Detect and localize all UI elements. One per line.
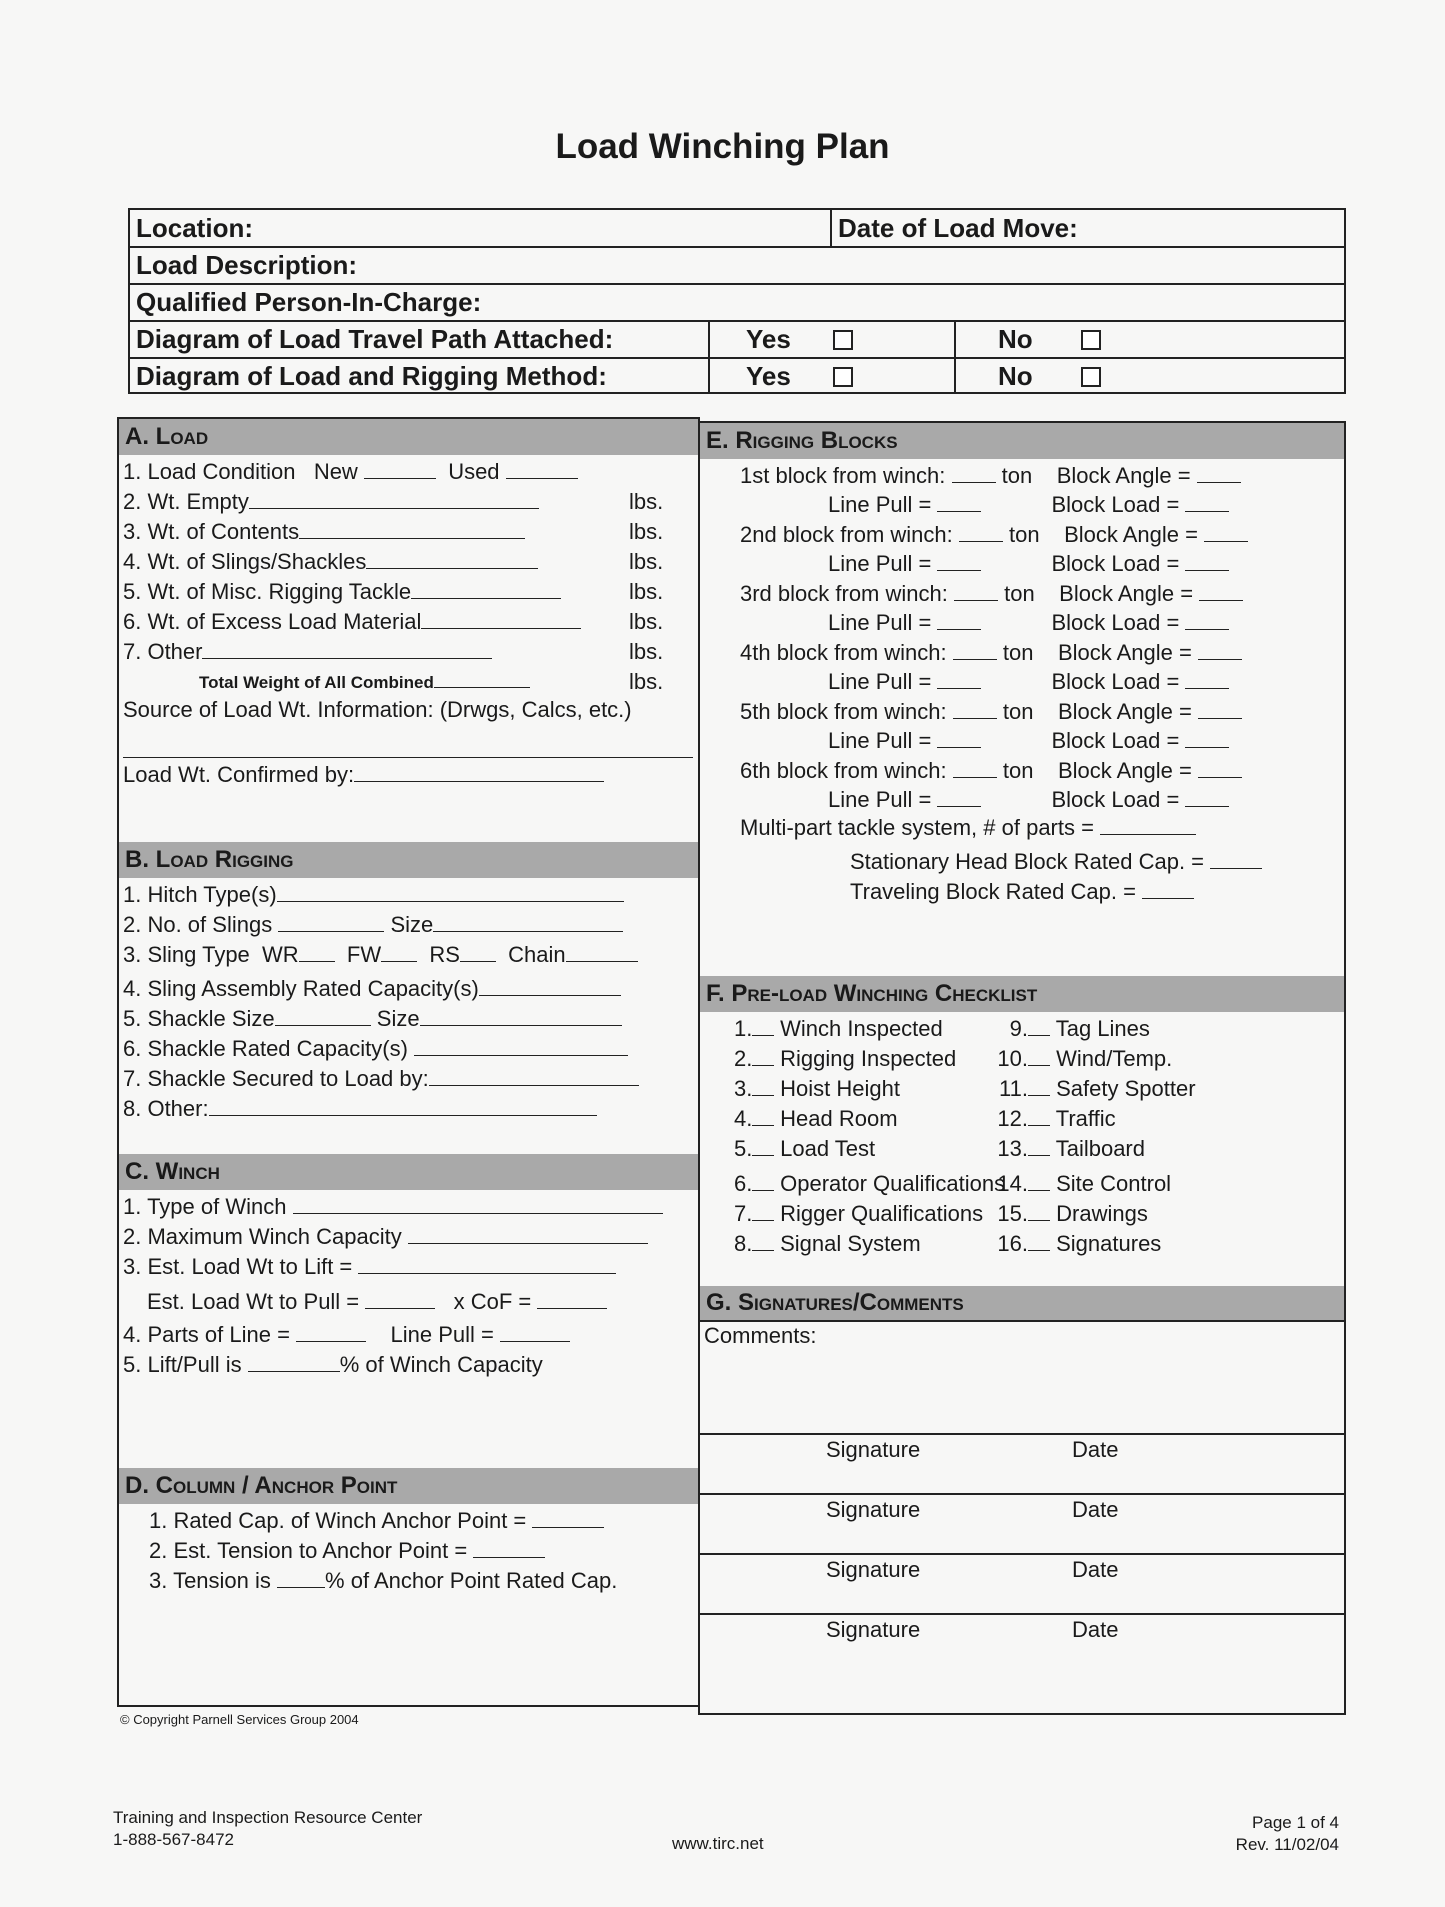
assembly-label: 4. Sling Assembly Rated Capacity(s) <box>123 976 479 1001</box>
multi-part-blank[interactable] <box>1100 816 1196 835</box>
block-ton-blank[interactable] <box>954 582 998 601</box>
block-load-blank[interactable] <box>1185 729 1229 748</box>
qualified-person-label: Qualified Person-In-Charge: <box>136 287 482 317</box>
checklist-blank[interactable] <box>1028 1107 1050 1126</box>
checklist-item <box>996 1076 1196 1102</box>
shackle-rated-line <box>123 1036 628 1062</box>
block-load-blank[interactable] <box>1185 611 1229 630</box>
weight-unit: lbs. <box>629 519 664 544</box>
section-e-heading: E. Rigging Blocks <box>700 423 1344 459</box>
checklist-number: 4. <box>734 1106 753 1131</box>
sling-type-line <box>123 942 638 968</box>
assembly-blank[interactable] <box>479 977 621 996</box>
checklist-item <box>734 1106 898 1132</box>
hitch-blank[interactable] <box>277 883 624 902</box>
rigging-other-line <box>123 1096 597 1122</box>
shackle-size-line <box>123 1006 622 1032</box>
right-column <box>698 421 1346 1715</box>
line-pull-label: Line Pull = <box>828 610 932 635</box>
travel-path-yes-checkbox[interactable] <box>833 330 853 350</box>
used-label: Used <box>448 459 500 484</box>
checklist-blank[interactable] <box>752 1077 774 1096</box>
rigging-method-label: Diagram of Load and Rigging Method: <box>136 361 607 391</box>
signature-divider <box>700 1433 1344 1435</box>
chain-label: Chain <box>508 942 566 967</box>
wr-blank[interactable] <box>299 943 335 962</box>
sling-size-blank[interactable] <box>433 913 623 932</box>
checklist-blank[interactable] <box>1028 1137 1050 1156</box>
weight-unit: lbs. <box>629 609 664 634</box>
block-load-blank[interactable] <box>1185 552 1229 571</box>
weight-label: 4. Wt. of Slings/Shackles <box>123 549 367 574</box>
chain-blank[interactable] <box>566 943 638 962</box>
rigging-method-no-label: No <box>998 361 1033 391</box>
fw-label: FW <box>346 942 382 967</box>
line-pull-label: Line Pull = <box>828 551 932 576</box>
weight-unit: lbs. <box>629 579 664 604</box>
checklist-item <box>734 1201 983 1227</box>
block-load-label: Block Load = <box>1051 728 1180 753</box>
block-label: 6th block from winch: <box>740 758 947 783</box>
checklist-blank[interactable] <box>1028 1172 1050 1191</box>
cof-label: x CoF = <box>453 1289 532 1314</box>
block-row <box>740 699 1242 725</box>
checklist-number: 5. <box>734 1136 753 1161</box>
checklist-label: Traffic <box>1055 1106 1116 1131</box>
block-angle-blank[interactable] <box>1199 582 1243 601</box>
lift-label: 3. Est. Load Wt to Lift = <box>123 1254 353 1279</box>
checklist-label: Head Room <box>780 1106 898 1131</box>
checklist-label: Signal System <box>780 1231 921 1256</box>
checklist-blank[interactable] <box>1028 1202 1050 1221</box>
block-pull-row <box>828 787 1229 813</box>
checklist-blank[interactable] <box>752 1107 774 1126</box>
weight-unit: lbs. <box>629 489 664 514</box>
checklist-number: 1. <box>734 1016 753 1041</box>
assembly-line <box>123 976 621 1002</box>
weight-blank[interactable] <box>366 550 538 569</box>
checklist-number: 13. <box>997 1136 1028 1161</box>
header-table <box>128 208 1346 394</box>
block-load-blank[interactable] <box>1185 670 1229 689</box>
traveling-label: Traveling Block Rated Cap. = <box>850 879 1136 904</box>
copyright: © Copyright Parnell Services Group 2004 <box>120 1712 359 1727</box>
anchor-rated-blank[interactable] <box>532 1509 604 1528</box>
block-row <box>740 522 1248 548</box>
signature-field[interactable]: Signature <box>826 1617 921 1642</box>
checklist-number: 7. <box>734 1201 753 1226</box>
checklist-label: Load Test <box>780 1136 876 1161</box>
max-cap-label: 2. Maximum Winch Capacity <box>123 1224 402 1249</box>
ton-label: ton <box>1002 640 1034 665</box>
anchor-tension-blank[interactable] <box>473 1539 545 1558</box>
checklist-label: Drawings <box>1056 1201 1148 1226</box>
weight-blank[interactable] <box>249 490 539 509</box>
block-angle-blank[interactable] <box>1198 641 1242 660</box>
multi-part-line <box>740 815 1196 841</box>
anchor-tension-label: 2. Est. Tension to Anchor Point = <box>149 1538 468 1563</box>
multi-part-label: Multi-part tackle system, # of parts = <box>740 815 1094 840</box>
weight-blank[interactable] <box>421 610 581 629</box>
block-angle-label: Block Angle = <box>1057 758 1192 783</box>
block-pull-row <box>828 728 1229 754</box>
anchor-rated-line <box>149 1508 604 1534</box>
shackle-secured-line <box>123 1066 639 1092</box>
winch-line-pull-label: Line Pull = <box>390 1322 494 1347</box>
travel-path-label: Diagram of Load Travel Path Attached: <box>136 324 614 354</box>
source-label: Source of Load Wt. Information: (Drwgs, Calcs, etc.) <box>123 697 632 722</box>
checklist-label: Wind/Temp. <box>1056 1046 1173 1071</box>
block-row <box>740 463 1241 489</box>
shackle-size2-blank[interactable] <box>420 1007 622 1026</box>
block-angle-blank[interactable] <box>1198 759 1242 778</box>
block-load-label: Block Load = <box>1051 610 1180 635</box>
checklist-item <box>996 1016 1150 1042</box>
signature-field[interactable]: Signature <box>826 1437 921 1462</box>
footer-page: Page 1 of 4 <box>1252 1813 1339 1832</box>
block-label: 3rd block from winch: <box>740 581 948 606</box>
block-row <box>740 640 1242 666</box>
checklist-blank[interactable] <box>752 1202 774 1221</box>
winch-type-line <box>123 1194 663 1220</box>
new-label: New <box>313 459 358 484</box>
slings-blank[interactable] <box>278 913 384 932</box>
line-pull-label: Line Pull = <box>828 728 932 753</box>
weight-line <box>123 519 525 545</box>
winch-line-pull-blank[interactable] <box>500 1323 570 1342</box>
block-row <box>740 758 1242 784</box>
line-pull-label: Line Pull = <box>828 492 932 517</box>
checklist-number: 11. <box>999 1076 1028 1101</box>
checklist-number: 3. <box>734 1076 753 1101</box>
slings-label: 2. No. of Slings <box>123 912 273 937</box>
travel-path-row <box>130 322 1344 359</box>
block-label: 4th block from winch: <box>740 640 947 665</box>
footer-org: Training and Inspection Resource Center <box>113 1808 423 1827</box>
checklist-blank[interactable] <box>752 1017 774 1036</box>
anchor-rated-label: 1. Rated Cap. of Winch Anchor Point = <box>149 1508 527 1533</box>
block-angle-label: Block Angle = <box>1057 640 1192 665</box>
block-ton-blank[interactable] <box>953 641 997 660</box>
load-condition-line <box>123 459 578 485</box>
ton-label: ton <box>1009 522 1040 547</box>
block-pull-row <box>828 551 1229 577</box>
weight-blank[interactable] <box>299 520 525 539</box>
location-field[interactable] <box>130 210 830 246</box>
confirmed-blank[interactable] <box>354 763 604 782</box>
travel-path-no-checkbox[interactable] <box>1081 330 1101 350</box>
checklist-number: 2. <box>734 1046 753 1071</box>
signature-field[interactable]: Signature <box>826 1557 921 1582</box>
line-pull-blank[interactable] <box>937 788 981 807</box>
checklist-item <box>734 1046 956 1072</box>
block-pull-row <box>828 492 1229 518</box>
source-blank[interactable] <box>123 757 693 758</box>
date-field[interactable] <box>830 210 1344 246</box>
winch-type-blank[interactable] <box>293 1195 663 1214</box>
travel-path-no-label: No <box>998 324 1033 354</box>
pct-label-a: 5. Lift/Pull is <box>123 1352 242 1377</box>
checklist-label: Safety Spotter <box>1056 1076 1196 1101</box>
weight-line <box>123 609 581 635</box>
block-label: 5th block from winch: <box>740 699 947 724</box>
shackle-rated-label: 6. Shackle Rated Capacity(s) <box>123 1036 408 1061</box>
date-field[interactable]: Date <box>1072 1437 1119 1462</box>
wr-label: WR <box>262 942 299 967</box>
checklist-item <box>734 1076 900 1102</box>
weight-blank[interactable] <box>202 640 492 659</box>
shackle-rated-blank[interactable] <box>414 1037 628 1056</box>
max-cap-line <box>123 1224 648 1250</box>
ton-label: ton <box>1001 463 1033 488</box>
section-b-heading: B. Load Rigging <box>119 842 698 878</box>
block-row <box>740 581 1243 607</box>
page-title: Load Winching Plan <box>555 127 890 166</box>
used-blank[interactable] <box>506 460 578 479</box>
pct-label-b: % of Winch Capacity <box>339 1352 543 1377</box>
hitch-line <box>123 882 624 908</box>
checklist-blank[interactable] <box>1028 1232 1050 1251</box>
checklist-number: 16. <box>997 1231 1028 1256</box>
block-angle-label: Block Angle = <box>1057 699 1192 724</box>
section-d-heading: D. Column / Anchor Point <box>119 1468 698 1504</box>
total-weight-blank[interactable] <box>434 669 530 688</box>
confirmed-line <box>123 762 604 788</box>
checklist-item <box>996 1231 1161 1257</box>
checklist-label: Site Control <box>1056 1171 1172 1196</box>
line-pull-label: Line Pull = <box>828 787 932 812</box>
checklist-label: Hoist Height <box>780 1076 900 1101</box>
block-angle-label: Block Angle = <box>1056 463 1191 488</box>
block-angle-label: Block Angle = <box>1064 522 1198 547</box>
ton-label: ton <box>1004 581 1035 606</box>
left-column <box>117 417 700 1707</box>
rigging-method-yes-label: Yes <box>746 361 791 391</box>
comments-area[interactable] <box>700 1358 1344 1433</box>
location-label: Location: <box>136 212 253 243</box>
weight-line <box>123 489 539 515</box>
block-angle-blank[interactable] <box>1204 523 1248 542</box>
weight-line <box>123 549 538 575</box>
checklist-blank[interactable] <box>752 1232 774 1251</box>
checklist-number: 10. <box>997 1046 1028 1071</box>
line-pull-blank[interactable] <box>937 552 981 571</box>
block-angle-blank[interactable] <box>1198 700 1242 719</box>
block-ton-blank[interactable] <box>959 523 1003 542</box>
block-pull-row <box>828 610 1229 636</box>
winch-type-label: 1. Type of Winch <box>123 1194 287 1219</box>
shackle-secured-label: 7. Shackle Secured to Load by: <box>123 1066 429 1091</box>
checklist-number: 12. <box>997 1106 1028 1131</box>
checklist-label: Tag Lines <box>1055 1016 1150 1041</box>
shackle-size-label: 5. Shackle Size <box>123 1006 275 1031</box>
checklist-number: 8. <box>734 1231 753 1256</box>
slings-line <box>123 912 623 938</box>
block-angle-blank[interactable] <box>1197 464 1241 483</box>
line-pull-label: Line Pull = <box>828 669 932 694</box>
block-load-label: Block Load = <box>1051 492 1180 517</box>
parts-label: 4. Parts of Line = <box>123 1322 290 1347</box>
footer-rev: Rev. 11/02/04 <box>1235 1835 1339 1854</box>
date-field[interactable]: Date <box>1072 1497 1119 1522</box>
rigging-method-row <box>130 359 1344 394</box>
section-a-heading: A. Load <box>119 419 698 455</box>
date-field[interactable]: Date <box>1072 1557 1119 1582</box>
weight-blank[interactable] <box>411 580 561 599</box>
weight-label: 2. Wt. Empty <box>123 489 249 514</box>
weight-label: 7. Other <box>123 639 203 664</box>
total-weight-label: Total Weight of All Combined <box>199 673 434 692</box>
load-description-label: Load Description: <box>136 250 358 280</box>
anchor-pct-blank[interactable] <box>277 1569 325 1588</box>
checklist-item <box>996 1106 1116 1132</box>
shackle-secured-blank[interactable] <box>429 1067 639 1086</box>
weight-line <box>123 639 492 665</box>
shackle-size-blank[interactable] <box>275 1007 371 1026</box>
block-pull-row <box>828 669 1229 695</box>
block-angle-label: Block Angle = <box>1059 581 1194 606</box>
parts-line <box>123 1322 570 1348</box>
load-condition-label: 1. Load Condition <box>123 459 296 484</box>
footer-phone: 1-888-567-8472 <box>113 1830 234 1849</box>
checklist-number: 6. <box>734 1171 753 1196</box>
rigging-other-blank[interactable] <box>209 1097 597 1116</box>
hitch-label: 1. Hitch Type(s) <box>123 882 277 907</box>
cof-blank[interactable] <box>537 1290 607 1309</box>
rigging-method-no-checkbox[interactable] <box>1081 367 1101 387</box>
confirmed-label: Load Wt. Confirmed by: <box>123 762 355 787</box>
line-pull-blank[interactable] <box>937 670 981 689</box>
block-label: 1st block from winch: <box>740 463 946 488</box>
section-g-heading: G. Signatures/Comments <box>700 1286 1344 1322</box>
weight-label: 5. Wt. of Misc. Rigging Tackle <box>123 579 412 604</box>
pct-blank[interactable] <box>248 1353 340 1372</box>
pct-line <box>123 1352 543 1378</box>
line-pull-blank[interactable] <box>937 493 981 512</box>
checklist-label: Signatures <box>1056 1231 1162 1256</box>
stationary-line <box>850 849 1262 875</box>
block-load-label: Block Load = <box>1051 669 1180 694</box>
anchor-pct-label-b: % of Anchor Point Rated Cap. <box>325 1568 618 1593</box>
footer-url[interactable]: www.tirc.net <box>672 1834 764 1853</box>
checklist-number: 15. <box>997 1201 1028 1226</box>
checklist-item <box>734 1231 921 1257</box>
checklist-label: Operator Qualifications <box>780 1171 1006 1196</box>
sling-size-label: Size <box>390 912 434 937</box>
location-row <box>130 210 1344 248</box>
pull-line <box>147 1289 607 1315</box>
total-weight-line <box>199 669 530 693</box>
block-ton-blank[interactable] <box>953 700 997 719</box>
block-ton-blank[interactable] <box>953 759 997 778</box>
checklist-blank[interactable] <box>752 1172 774 1191</box>
signature-divider <box>700 1553 1344 1555</box>
max-cap-blank[interactable] <box>408 1225 648 1244</box>
new-blank[interactable] <box>364 460 436 479</box>
signature-field[interactable]: Signature <box>826 1497 921 1522</box>
checklist-blank[interactable] <box>1028 1077 1050 1096</box>
signature-divider <box>700 1493 1344 1495</box>
checklist-blank[interactable] <box>752 1137 774 1156</box>
load-description-row[interactable] <box>130 248 1344 285</box>
weight-label: 6. Wt. of Excess Load Material <box>123 609 422 634</box>
line-pull-blank[interactable] <box>937 729 981 748</box>
anchor-pct-label-a: 3. Tension is <box>149 1568 271 1593</box>
checklist-item <box>734 1171 1005 1197</box>
checklist-blank[interactable] <box>1028 1017 1050 1036</box>
weight-line <box>123 579 561 605</box>
signature-divider <box>700 1613 1344 1615</box>
block-load-label: Block Load = <box>1051 551 1180 576</box>
checklist-number: 14. <box>997 1171 1028 1196</box>
traveling-line <box>850 879 1194 905</box>
anchor-tension-line <box>149 1538 545 1564</box>
sling-type-label: 3. Sling Type <box>123 942 250 967</box>
pull-blank[interactable] <box>365 1290 435 1309</box>
rs-label: RS <box>429 942 460 967</box>
ton-label: ton <box>1002 699 1034 724</box>
travel-path-yes-label: Yes <box>746 324 791 354</box>
block-load-blank[interactable] <box>1185 493 1229 512</box>
shackle-size2-label: Size <box>376 1006 420 1031</box>
checklist-item <box>996 1171 1171 1197</box>
checklist-item <box>734 1136 875 1162</box>
checklist-label: Rigging Inspected <box>780 1046 957 1071</box>
anchor-pct-line <box>149 1568 617 1594</box>
block-label: 2nd block from winch: <box>740 522 953 547</box>
rigging-method-yes-checkbox[interactable] <box>833 367 853 387</box>
rs-blank[interactable] <box>460 943 496 962</box>
block-ton-blank[interactable] <box>952 464 996 483</box>
block-load-blank[interactable] <box>1185 788 1229 807</box>
rigging-other-label: 8. Other: <box>123 1096 209 1121</box>
total-unit: lbs. <box>629 669 664 694</box>
qualified-person-row[interactable] <box>130 285 1344 322</box>
checklist-label: Tailboard <box>1055 1136 1145 1161</box>
fw-blank[interactable] <box>381 943 417 962</box>
checklist-blank[interactable] <box>1028 1047 1050 1066</box>
section-f-heading: F. Pre-load Winching Checklist <box>700 976 1344 1012</box>
weight-unit: lbs. <box>629 549 664 574</box>
lift-blank[interactable] <box>358 1255 616 1274</box>
date-label: Date of Load Move: <box>838 212 1078 243</box>
weight-label: 3. Wt. of Contents <box>123 519 300 544</box>
checklist-item <box>996 1136 1145 1162</box>
comments-label: Comments: <box>704 1323 817 1348</box>
block-load-label: Block Load = <box>1051 787 1180 812</box>
stationary-blank[interactable] <box>1210 850 1262 869</box>
line-pull-blank[interactable] <box>937 611 981 630</box>
parts-blank[interactable] <box>296 1323 366 1342</box>
weight-unit: lbs. <box>629 639 664 664</box>
checklist-item <box>996 1046 1172 1072</box>
checklist-item <box>734 1016 943 1042</box>
checklist-label: Winch Inspected <box>780 1016 943 1041</box>
checklist-blank[interactable] <box>752 1047 774 1066</box>
ton-label: ton <box>1002 758 1034 783</box>
checklist-label: Rigger Qualifications <box>780 1201 984 1226</box>
pull-label: Est. Load Wt to Pull = <box>147 1289 360 1314</box>
stationary-label: Stationary Head Block Rated Cap. = <box>850 849 1205 874</box>
traveling-blank[interactable] <box>1142 880 1194 899</box>
lift-line <box>123 1254 616 1280</box>
checklist-number: 9. <box>1009 1016 1028 1041</box>
section-c-heading: C. Winch <box>119 1154 698 1190</box>
checklist-item <box>996 1201 1148 1227</box>
date-field[interactable]: Date <box>1072 1617 1119 1642</box>
